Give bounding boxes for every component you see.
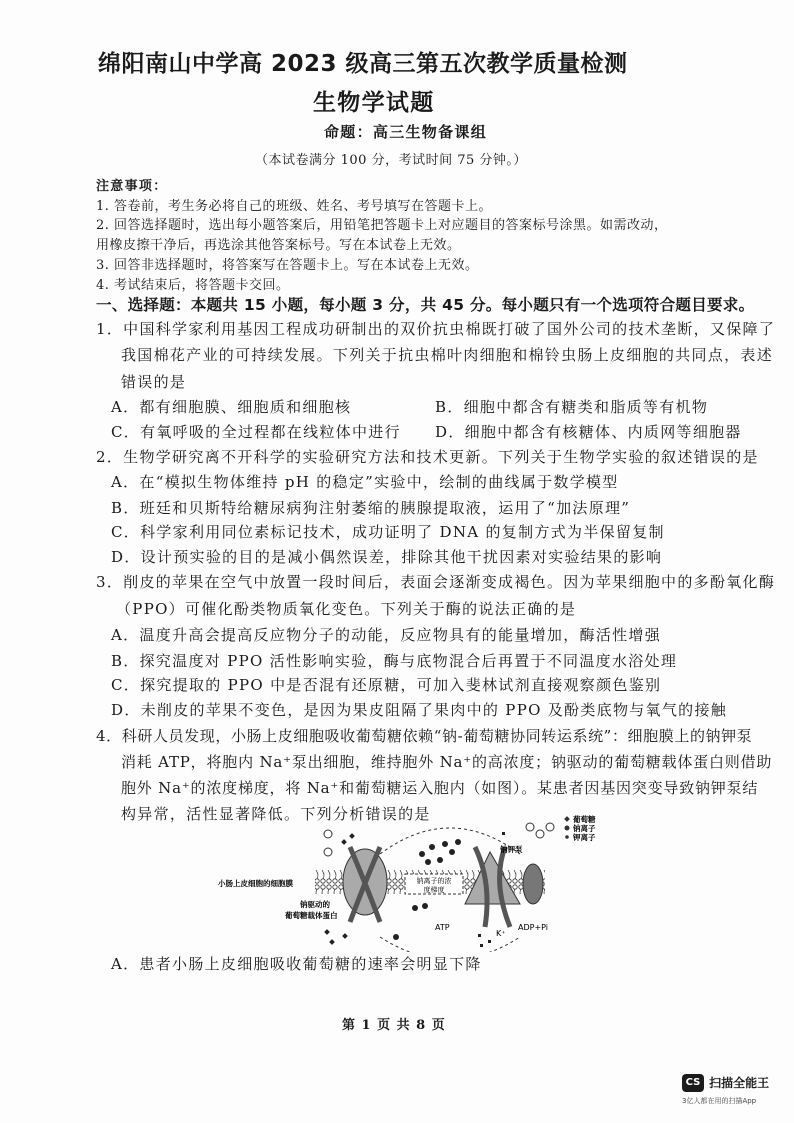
atp-label: ATP xyxy=(435,923,450,932)
pump-label: 钠钾泵 xyxy=(500,845,523,854)
notes-heading: 注意事项： xyxy=(96,179,168,194)
q3-option-c: C．探究提取的 PPO 中是否混有还原糖，可加入斐林试剂直接观察颜色鉴别 xyxy=(111,676,662,694)
q3-stem: 3．削皮的苹果在空气中放置一段时间后，表面会逐渐变成褐色。因为苹果细胞中的多酚氧化酶 xyxy=(96,573,776,591)
legend-sodium: 钠离子 xyxy=(573,824,596,833)
q1-option-b: B．细胞中都含有糖类和脂质等有机物 xyxy=(435,398,709,416)
q2-option-c: C．科学家利用同位素标记技术，成功证明了 DNA 的复制方式为半保留复制 xyxy=(111,523,665,541)
exam-title: 绵阳南山中学高 2023 级高三第五次教学质量检测 xyxy=(98,51,628,77)
q4-stem: 胞外 Na⁺的浓度梯度，将 Na⁺和葡萄糖运入胞内（如图）。某患者因基因突变导致钠钾泵结 xyxy=(121,779,759,797)
author-line: 命题：高三生物备课组 xyxy=(324,123,488,141)
q3-option-b: B．探究温度对 PPO 活性影响实验，酶与底物混合后再置于不同温度水浴处理 xyxy=(111,652,678,670)
note-item: 2. 回答选择题时，选出每小题答案后，用铅笔把答题卡上对应题目的答案标号涂黑。如需改动， xyxy=(96,218,668,233)
membrane-label: 小肠上皮细胞的细胞膜 xyxy=(218,879,293,888)
exam-info: （本试卷满分 100 分，考试时间 75 分钟。） xyxy=(255,153,527,168)
q4-stem: 消耗 ATP，将胞内 Na⁺泵出细胞，维持胞外 Na⁺的高浓度；钠驱动的葡萄糖载体蛋白则借助 xyxy=(121,753,773,771)
subject-title: 生物学试题 xyxy=(313,90,435,116)
q2-option-d: D．设计预实验的目的是减小偶然误差，排除其他干扰因素对实验结果的影响 xyxy=(111,548,663,566)
q1-option-a: A．都有细胞膜、细胞质和细胞核 xyxy=(111,398,352,416)
q2-stem: 2．生物学研究离不开科学的实验研究方法和技术更新。下列关于生物学实验的叙述错误的是 xyxy=(96,448,759,466)
q2-option-a: A．在“模拟生物体维持 pH 的稳定”实验中，绘制的曲线属于数学模型 xyxy=(111,473,619,491)
potassium-label: K⁺ xyxy=(496,929,506,938)
q3-stem: （PPO）可催化酚类物质氧化变色。下列关于酶的说法正确的是 xyxy=(116,600,577,618)
q1-stem: 错误的是 xyxy=(121,373,187,391)
q1-stem: 我国棉花产业的可持续发展。下列关于抗虫棉叶肉细胞和棉铃虫肠上皮细胞的共同点，表述 xyxy=(121,346,774,364)
q4-stem: 构异常，活性显著降低。下列分析错误的是 xyxy=(121,805,431,823)
gradient-label: 度梯度 xyxy=(423,886,445,894)
q2-option-b: B．班廷和贝斯特给糖尿病狗注射萎缩的胰腺提取液，运用了“加法原理” xyxy=(111,499,631,517)
q3-option-a: A．温度升高会提高反应物分子的动能，反应物具有的能量增加，酶活性增强 xyxy=(111,626,662,644)
adp-label: ADP+Pi xyxy=(518,923,549,932)
note-item: 用橡皮擦干净后，再选涂其他答案标号。写在本试卷上无效。 xyxy=(96,238,461,253)
note-item: 3. 回答非选择题时，将答案写在答题卡上。写在本试卷上无效。 xyxy=(96,258,479,273)
q1-option-d: D．细胞中都含有核糖体、内质网等细胞器 xyxy=(435,423,742,441)
section-heading: 一、选择题：本题共 15 小题，每小题 3 分，共 45 分。每小题只有一个选项符合题目要求。 xyxy=(96,296,755,314)
page-number: 第 1 页 共 8 页 xyxy=(342,1018,446,1033)
camscanner-watermark xyxy=(682,1072,769,1106)
q4-option-a: A．患者小肠上皮细胞吸收葡萄糖的速率会明显下降 xyxy=(111,955,482,973)
legend-glucose: 葡萄糖 xyxy=(573,815,596,824)
q4-stem: 4．科研人员发现，小肠上皮细胞吸收葡萄糖依赖“钠-葡萄糖协同转运系统”：细胞膜上的钠钾泵 xyxy=(96,727,753,745)
sodium-glucose-transport-diagram xyxy=(200,812,620,952)
q3-option-d: D．未削皮的苹果不变色，是因为果皮阻隔了果肉中的 PPO 及酚类底物与氧气的接触 xyxy=(111,701,728,719)
legend-potassium: 钾离子 xyxy=(573,833,596,842)
carrier-label: 钠驱动的 xyxy=(300,900,330,909)
note-item: 1. 答卷前，考生务必将自己的班级、姓名、考号填写在答题卡上。 xyxy=(96,199,493,214)
gradient-label: 钠离子的浓 xyxy=(416,877,452,885)
note-item: 4. 考试结束后，将答题卡交回。 xyxy=(96,278,290,293)
camscanner-logo-icon: CS xyxy=(682,1074,704,1092)
q1-stem: 1．中国科学家利用基因工程成功研制出的双价抗虫棉既打破了国外公司的技术垄断，又保障了 xyxy=(96,320,776,338)
watermark-slogan: 3亿人都在用的扫描App xyxy=(682,1096,757,1105)
q1-option-c: C．有氧呼吸的全过程都在线粒体中进行 xyxy=(111,423,401,441)
carrier-label: 葡萄糖载体蛋白 xyxy=(285,911,338,920)
watermark-name: 扫描全能王 xyxy=(709,1076,770,1090)
